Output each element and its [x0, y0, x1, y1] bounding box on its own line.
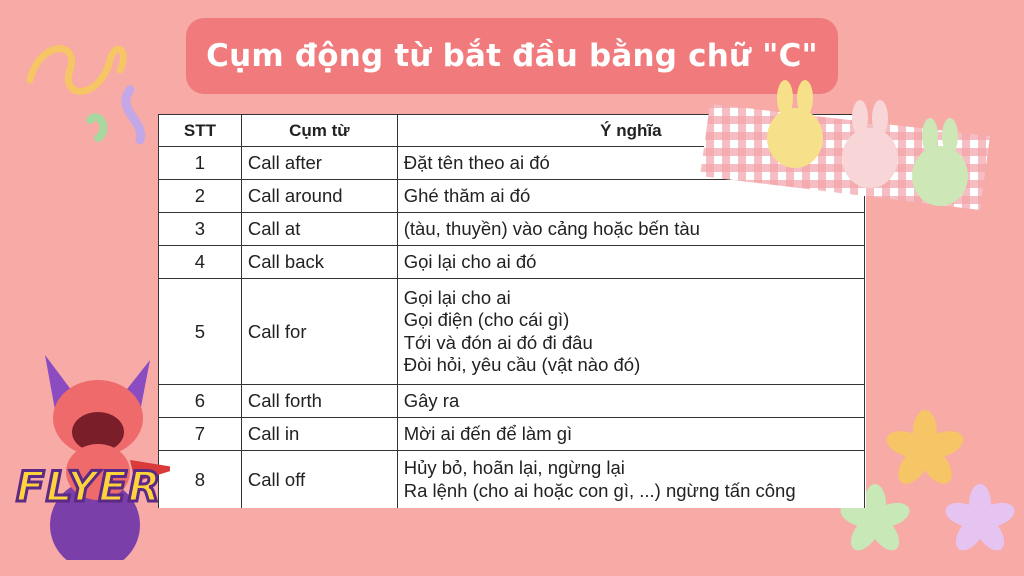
table-row [159, 246, 865, 279]
row-number: 4 [159, 246, 242, 279]
meaning-line: Đòi hỏi, yêu cầu (vật nào đó) [403, 354, 641, 375]
table-row [159, 418, 865, 451]
meaning-line: Hủy bỏ, hoãn lại, ngừng lại [403, 457, 625, 478]
meaning-line: Gọi lại cho ai [403, 286, 511, 308]
row-meaning [397, 279, 864, 385]
meaning-line: Gọi lại cho ai đó [403, 250, 537, 272]
meaning-line: Tới và đón ai đó đi đâu [403, 331, 593, 353]
table-row [159, 279, 865, 385]
row-meaning [397, 451, 864, 509]
fox-mascot-icon [20, 340, 170, 560]
row-phrase: Call around [241, 180, 397, 213]
meaning-line: Ra lệnh (cho ai hoặc con gì, ...) ngừng tấn công [403, 479, 796, 501]
row-number: 7 [159, 418, 242, 451]
row-number: 5 [159, 279, 242, 385]
bunny-pink-icon [835, 100, 905, 190]
meaning-line: Gây ra [403, 389, 460, 411]
row-number: 8 [159, 451, 242, 509]
row-meaning [397, 246, 864, 279]
row-phrase: Call back [241, 246, 397, 279]
row-phrase: Call after [241, 147, 397, 180]
row-meaning [397, 418, 864, 451]
page-title: Cụm động từ bắt đầu bằng chữ "C" [206, 38, 818, 74]
meaning-line: (tàu, thuyền) vào cảng hoặc bến tàu [403, 217, 700, 239]
row-phrase: Call forth [241, 385, 397, 418]
row-phrase: Call for [241, 279, 397, 385]
header-meaning: Ý nghĩa [397, 115, 864, 147]
row-phrase: Call in [241, 418, 397, 451]
row-number: 6 [159, 385, 242, 418]
header-phrase: Cụm từ [241, 115, 397, 147]
bunny-yellow-icon [760, 80, 830, 170]
header-stt: STT [159, 115, 242, 147]
bunny-green-icon [905, 118, 975, 208]
title-banner [186, 18, 838, 94]
row-number: 2 [159, 180, 242, 213]
row-meaning [397, 385, 864, 418]
row-number: 1 [159, 147, 242, 180]
meaning-line: Mời ai đến để làm gì [403, 422, 573, 444]
meaning-line: Đặt tên theo ai đó [403, 151, 550, 173]
table-row [159, 451, 865, 509]
row-phrase: Call off [241, 451, 397, 509]
table-row [159, 385, 865, 418]
squiggle-decoration [20, 20, 170, 150]
meaning-line: Ghé thăm ai đó [403, 184, 531, 206]
row-number: 3 [159, 213, 242, 246]
meaning-line: Gọi điện (cho cái gì) [403, 309, 570, 330]
row-phrase: Call at [241, 213, 397, 246]
brand-logo: FLYER [16, 462, 162, 511]
